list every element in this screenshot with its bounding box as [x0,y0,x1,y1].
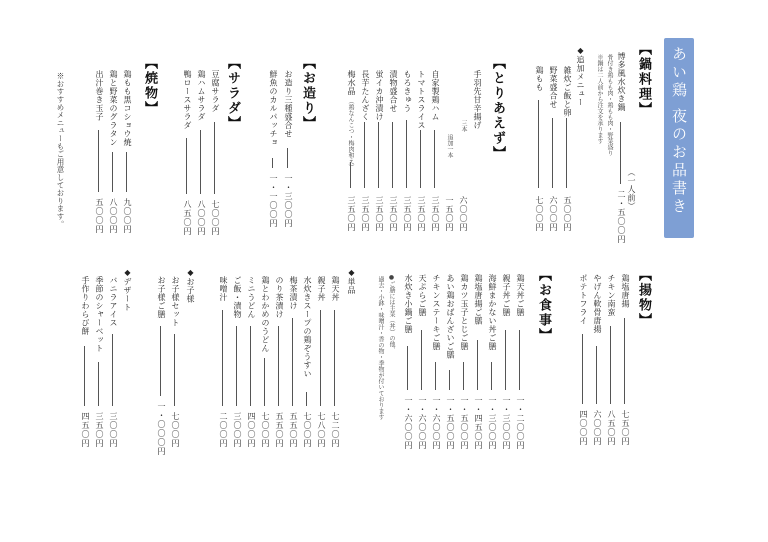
oshokuji-item-price: 一・六〇〇円 [418,396,427,450]
leader-line [84,346,85,406]
salad-item-name: 鶏ハムサラダ [197,70,206,121]
toriaezu-item-price: 三五〇円 [403,196,412,232]
agemono-item-name: チキン南蛮 [607,274,616,317]
nabe-item-name: 博多風水炊き鍋 [617,52,626,112]
tanpin-item-price: 七〇〇円 [303,412,312,448]
leader-line [287,148,288,168]
leader-line [406,120,407,188]
nabe-item-desc: 骨付き鶏もも肉・鶏もも肉・野菜盛り [606,54,613,156]
otsukuri-item-name: お造り三種盛合せ [284,70,293,138]
section-heading-dessert: ◆デザート [123,268,132,312]
leader-line [112,334,113,406]
tanpin-item-price: 五五〇円 [289,412,298,448]
nabe-item-price: 六〇〇円 [549,196,558,232]
toriaezu-item-sub: 三本 [460,120,467,132]
toriaezu-item-price: 三五〇円 [347,196,356,232]
oshokuji-item-name: 海鮮まかない丼ご膳 [488,274,497,351]
leader-line [620,122,621,184]
leader-line [538,100,539,188]
leader-line [582,334,583,404]
section-heading-oshokuji: 【お食事】 [536,268,551,343]
nabe-item-name: 野菜盛合せ [549,66,558,109]
leader-line [421,330,422,390]
tanpin-item-price: 三〇〇円 [233,412,242,448]
tanpin-item-price: 五五〇円 [275,412,284,448]
leader-line [378,122,379,188]
oshokuji-item-name: 鶏カツ玉子とじご膳 [460,274,469,351]
dessert-item-price: 四五〇円 [81,412,90,448]
leader-line [250,326,251,406]
section-heading-toriaezu: 【とりあえず】 [490,56,505,161]
leader-line [566,118,567,188]
leader-line [434,130,435,188]
leader-line [449,370,450,390]
toriaezu-item-name: 漬物盛合せ [389,70,398,113]
leader-line [350,162,351,188]
tanpin-item-name: ご飯・漬物 [233,276,242,319]
toriaezu-item-name: 長芋たんざく [361,70,370,121]
leader-line [505,330,506,390]
dessert-item-name: 手作りわらび餅 [81,276,90,336]
toriaezu-item-name: 手羽先甘辛揚げ [473,70,482,130]
tanpin-item-price: 七八〇円 [317,412,326,448]
salad-item-name: 豆腐サラダ [211,70,220,113]
oshokuji-item-name: 親子丼ご膳 [502,274,511,317]
yakimono-item-name: 鶏と野菜のグラタン [109,70,118,147]
otsukuri-item-price: 一・三〇〇円 [284,174,293,228]
tanpin-item-price: 七〇〇円 [261,412,270,448]
nabe-item-name: 雑炊ご飯と卵 [563,66,572,117]
agemono-item-price: 八五〇円 [607,410,616,446]
nabe-extra-heading: ◆追加メニュー [576,46,585,107]
toriaezu-item-price: 三五〇円 [361,196,370,232]
oshokuji-item-price: 一・三〇〇円 [502,396,511,450]
oshokuji-item-name: 水炊き小鍋ご膳 [404,274,413,334]
leader-line [174,334,175,406]
agemono-item-name: やげん軟骨唐揚 [593,274,602,334]
toriaezu-item-name: 自家製鶏ハム [431,70,440,121]
leader-line [272,158,273,168]
leader-line [420,130,421,188]
tanpin-item-name: 味噌汁 [219,276,228,302]
leader-line [236,326,237,406]
otsukuri-item-name: 鮮魚のカルパッチョ [269,70,278,147]
leader-line [320,310,321,406]
tanpin-item-price: 四〇〇円 [247,412,256,448]
yakimono-item-price: 八〇〇円 [109,198,118,234]
nabe-item-price: 七〇〇円 [535,196,544,232]
recommend-note: ※おすすめメニューもご用意しております。 [56,72,65,228]
tanpin-item-name: 梅茶漬け [289,276,298,310]
okosama-item-price: 七〇〇円 [171,412,180,448]
leader-line [610,326,611,404]
tanpin-item-name: 鶏とわかめのうどん [261,276,270,353]
dessert-item-price: 三五〇円 [95,412,104,448]
yakimono-item-name: 出汁巻き玉子 [95,70,104,121]
leader-line [160,326,161,396]
toriaezu-item-price: 三五〇円 [417,196,426,232]
salad-item-name: 鴨ロースサラダ [183,70,192,130]
oshokuji-item-name: あい鶏おばんざいご膳 [446,274,455,359]
leader-line [407,346,408,390]
dessert-item-name: 季節のシャーベット [95,276,104,353]
toriaezu-item-name: 梅水晶 [347,70,356,96]
leader-line [222,310,223,406]
toriaezu-item-name: 蛍イカ沖漬け [375,70,384,121]
okosama-item-name: お子様ご膳 [157,276,166,319]
salad-item-price: 八〇〇円 [197,200,206,236]
section-heading-agemono: 【揚物】 [636,268,651,328]
dessert-item-price: 三〇〇円 [109,412,118,448]
yakimono-item-price: 五〇〇円 [95,198,104,234]
salad-item-price: 七〇〇円 [211,200,220,236]
nabe-portion: （一人前） [627,168,636,211]
tanpin-item-name: 親子丼 [317,276,326,302]
okosama-item-name: お子様セット [171,276,180,327]
leader-line [552,118,553,188]
oshokuji-item-name: 天ぷらご膳 [418,274,427,317]
leader-line [477,340,478,390]
toriaezu-item-name: トマトスライス [417,70,426,130]
leader-line [491,362,492,390]
leader-line [98,362,99,406]
toriaezu-item-sub: （鶏なんこつ・梅肉和え） [347,98,354,170]
nabe-item-price: 二・五〇〇円 [617,190,626,244]
toriaezu-item-price: 三五〇円 [375,196,384,232]
nabe-item-note: ※鍋は二人前から注文を承ります [596,54,603,144]
oshokuji-note: ●ご膳には主菜（丼）の他、 [388,274,395,353]
nabe-item-name: 鶏もも [535,66,544,92]
section-heading-nabe: 【鍋料理】 [636,42,651,117]
section-heading-yakimono: 【焼物】 [142,56,157,116]
agemono-item-name: ポテトフライ [579,274,588,325]
leader-line [214,122,215,194]
tanpin-item-name: 鶏天丼 [331,276,340,302]
section-heading-salad: 【サラダ】 [225,56,240,131]
oshokuji-item-name: 鶏天丼ご膳 [516,274,525,317]
leader-line [200,130,201,194]
agemono-item-name: 鶏塩唐揚 [621,274,630,308]
oshokuji-item-price: 一・五〇〇円 [460,396,469,450]
leader-line [596,346,597,404]
toriaezu-item-price: 三五〇円 [389,196,398,232]
leader-line [126,152,127,192]
leader-line [186,138,187,194]
tanpin-item-price: 二〇〇円 [219,412,228,448]
yakimono-item-name: 鶏もも黒コショウ焼 [123,70,132,147]
leader-line [519,330,520,390]
leader-line [435,362,436,390]
oshokuji-item-price: 一・五〇〇円 [446,396,455,450]
agemono-item-price: 七五〇円 [621,410,630,446]
okosama-item-price: 一・〇〇〇円 [157,402,166,456]
oshokuji-item-price: 一・三〇〇円 [488,396,497,450]
toriaezu-item-price: 一五〇円 [445,196,454,232]
otsukuri-item-price: 一・一〇〇円 [269,174,278,228]
salad-item-price: 八五〇円 [183,200,192,236]
oshokuji-item-price: 一・二〇〇円 [516,396,525,450]
leader-line [278,326,279,406]
oshokuji-item-price: 一・六〇〇円 [404,396,413,450]
leader-line [463,362,464,390]
section-heading-otsukuri: 【お造り】 [300,56,315,131]
section-heading-okosama: ◆お子様 [186,268,195,303]
leader-line [98,130,99,192]
nabe-item-price: 五〇〇円 [563,196,572,232]
toriaezu-item-sub: 追加一本 [446,134,453,158]
yakimono-item-price: 九〇〇円 [123,198,132,234]
toriaezu-item-price: 六〇〇円 [459,196,468,232]
leader-line [334,310,335,406]
menu-title: あい鶏 夜のお品書き [670,46,688,216]
menu-title-band [664,38,694,238]
oshokuji-item-price: 一・四五〇円 [474,396,483,450]
leader-line [264,358,265,406]
leader-line [112,152,113,192]
agemono-item-price: 六〇〇円 [593,410,602,446]
agemono-item-price: 四〇〇円 [579,410,588,446]
toriaezu-item-name: もろきゅう [403,70,412,113]
section-heading-tanpin: ◆単品 [347,268,356,295]
oshokuji-note: 過去・小鉢・味噌汁・香の物・季物が付いております [377,276,384,420]
leader-line [292,318,293,406]
leader-line [364,122,365,188]
oshokuji-item-price: 一・六〇〇円 [432,396,441,450]
tanpin-item-name: のり茶漬け [275,276,284,319]
oshokuji-item-name: 鶏塩唐揚ご膳 [474,274,483,325]
oshokuji-item-name: チキンステーキご膳 [432,274,441,351]
leader-line [624,318,625,404]
toriaezu-item-price: 三五〇円 [431,196,440,232]
leader-line [306,392,307,406]
tanpin-item-name: ミニうどん [247,276,256,319]
tanpin-item-name: 水炊きスープの鶏ぞうすい [303,276,312,378]
tanpin-item-price: 七二〇円 [331,412,340,448]
leader-line [392,122,393,188]
dessert-item-name: バニラアイス [109,276,118,327]
